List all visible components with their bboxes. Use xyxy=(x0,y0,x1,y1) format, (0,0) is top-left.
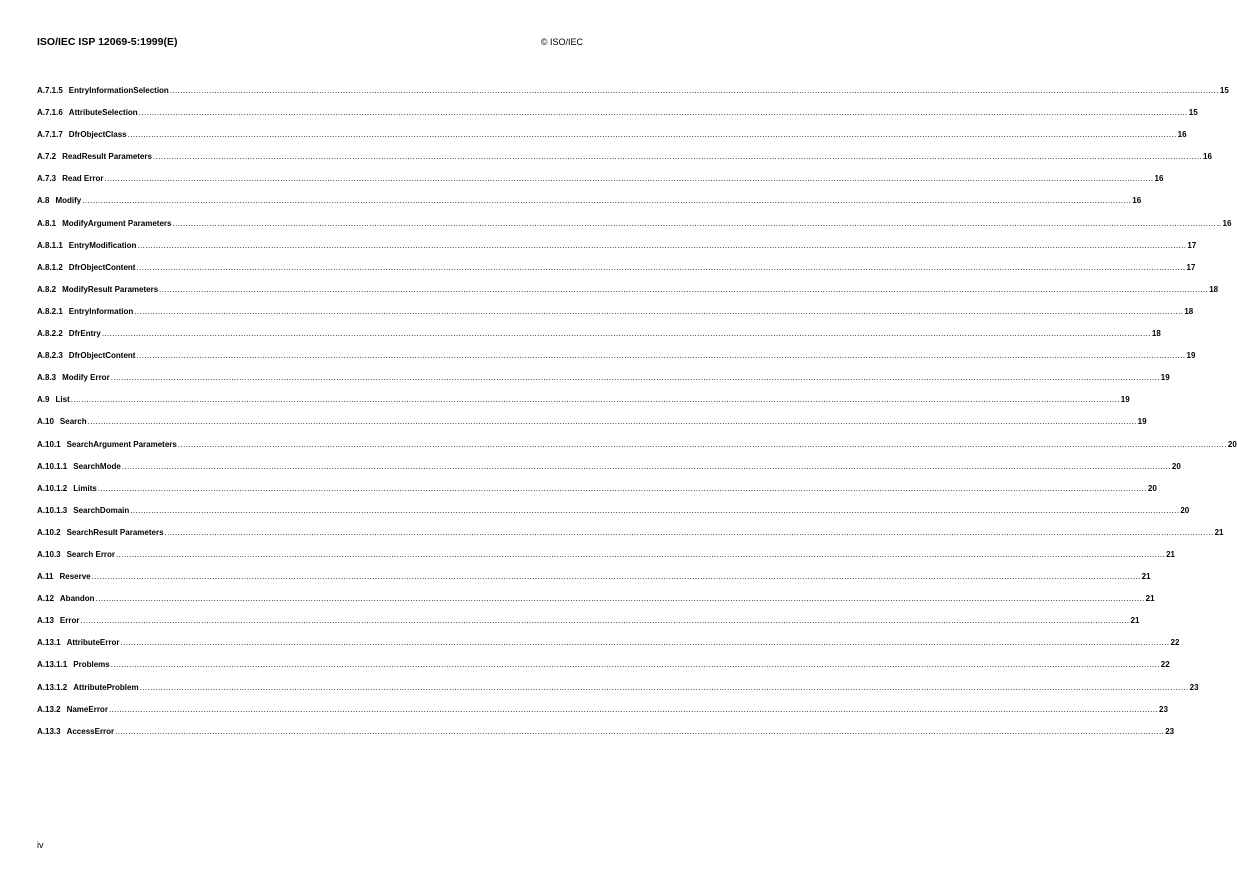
toc-entry[interactable] xyxy=(37,725,1175,747)
toc-page-number: 19 xyxy=(1186,351,1196,361)
document-identifier: ISO/IEC ISP 12069-5:1999(E) xyxy=(37,36,178,48)
toc-section-number: A.8.1.1 xyxy=(37,240,63,250)
toc-section-number: A.10.1.2 xyxy=(37,483,68,493)
toc-entry[interactable] xyxy=(37,261,1196,283)
toc-page-number: 18 xyxy=(1184,306,1194,316)
toc-page-number: 20 xyxy=(1227,439,1237,449)
toc-dot-leader: ................................................................................................................................................................................................................................................................................................................................................................................................................ xyxy=(116,549,1166,559)
toc-entry[interactable] xyxy=(37,128,1187,150)
toc-page-number: 16 xyxy=(1177,130,1187,140)
toc-section-title: Problems xyxy=(73,660,110,670)
toc-dot-leader: ................................................................................................................................................................................................................................................................................................................................................................................................................ xyxy=(87,417,1137,427)
toc-section-number: A.7.1.5 xyxy=(37,86,63,95)
toc-dot-leader: ................................................................................................................................................................................................................................................................................................................................................................................................................ xyxy=(134,306,1184,316)
toc-section-title: Search Error xyxy=(66,549,116,559)
toc-section-number: A.10.1.1 xyxy=(37,461,68,471)
toc-section-title: SearchResult Parameters xyxy=(66,527,164,537)
toc-section-number: A.9 xyxy=(37,395,50,405)
toc-entry[interactable] xyxy=(37,570,1151,592)
toc-section-title: AttributeProblem xyxy=(73,682,139,692)
toc-section-title: ModifyArgument Parameters xyxy=(62,218,172,228)
toc-section-number: A.13 xyxy=(37,616,54,626)
toc-page-number: 18 xyxy=(1209,284,1219,294)
toc-section-number: A.10.2 xyxy=(37,527,61,537)
toc-section-number: A.8.1 xyxy=(37,218,57,228)
toc-section-number: A.12 xyxy=(37,594,54,604)
toc-section-title: SearchMode xyxy=(73,461,121,471)
toc-section-title: NameError xyxy=(66,704,108,714)
toc-section-title: Error xyxy=(59,616,80,626)
toc-page-number: 21 xyxy=(1214,527,1224,537)
toc-section-number: A.8.2.1 xyxy=(37,306,63,316)
toc-section-title: DfrObjectContent xyxy=(68,262,136,272)
toc-section-title: ModifyResult Parameters xyxy=(62,284,159,294)
toc-page-number: 21 xyxy=(1141,572,1151,582)
toc-page-number: 20 xyxy=(1147,483,1157,493)
toc-entry[interactable] xyxy=(37,194,1142,216)
toc-dot-leader: ................................................................................................................................................................................................................................................................................................................................................................................................................ xyxy=(169,86,1219,95)
toc-entry[interactable] xyxy=(37,658,1170,680)
toc-page-number: 21 xyxy=(1166,549,1176,559)
toc-section-number: A.10 xyxy=(37,417,54,427)
toc-section-number: A.13.1.2 xyxy=(37,682,68,692)
toc-page-number: 16 xyxy=(1222,218,1232,228)
footer-page-number: iv xyxy=(37,840,44,850)
toc-section-title: AttributeSelection xyxy=(68,108,138,118)
toc-entry[interactable] xyxy=(37,526,1224,548)
toc-section-title: Abandon xyxy=(59,594,95,604)
toc-dot-leader: ................................................................................................................................................................................................................................................................................................................................................................................................................ xyxy=(137,240,1187,250)
toc-dot-leader: ................................................................................................................................................................................................................................................................................................................................................................................................................ xyxy=(80,616,1130,626)
toc-page-number: 19 xyxy=(1160,373,1170,383)
toc-dot-leader: ................................................................................................................................................................................................................................................................................................................................................................................................................ xyxy=(115,726,1165,736)
toc-dot-leader: ................................................................................................................................................................................................................................................................................................................................................................................................................ xyxy=(104,174,1154,184)
toc-page-number: 16 xyxy=(1132,196,1142,206)
toc-entry[interactable] xyxy=(37,239,1197,261)
toc-section-number: A.7.2 xyxy=(37,152,57,162)
toc-page-number: 18 xyxy=(1151,329,1161,339)
toc-dot-leader: ................................................................................................................................................................................................................................................................................................................................................................................................................ xyxy=(136,351,1186,361)
toc-dot-leader: ................................................................................................................................................................................................................................................................................................................................................................................................................ xyxy=(97,483,1147,493)
toc-dot-leader: ................................................................................................................................................................................................................................................................................................................................................................................................................ xyxy=(130,505,1180,515)
toc-page-number: 19 xyxy=(1137,417,1147,427)
toc-page-number: 21 xyxy=(1145,594,1155,604)
toc-page-number: 17 xyxy=(1186,262,1196,272)
toc-section-title: EntryInformationSelection xyxy=(68,86,169,95)
toc-entry[interactable] xyxy=(37,460,1181,482)
toc-entry[interactable] xyxy=(37,703,1168,725)
toc-section-title: DfrObjectContent xyxy=(68,351,136,361)
toc-entry[interactable] xyxy=(37,217,1232,239)
toc-entry[interactable] xyxy=(37,438,1237,460)
toc-page-number: 20 xyxy=(1171,461,1181,471)
toc-dot-leader: ................................................................................................................................................................................................................................................................................................................................................................................................................ xyxy=(70,395,1120,405)
toc-section-number: A.8.2.3 xyxy=(37,351,63,361)
toc-dot-leader: ................................................................................................................................................................................................................................................................................................................................................................................................................ xyxy=(110,660,1160,670)
toc-entry[interactable] xyxy=(37,482,1157,504)
toc-page-number: 23 xyxy=(1189,682,1199,692)
toc-section-number: A.7.3 xyxy=(37,174,57,184)
toc-section-title: ReadResult Parameters xyxy=(62,152,152,162)
toc-entry[interactable] xyxy=(37,150,1212,172)
toc-entry[interactable] xyxy=(37,504,1190,526)
toc-dot-leader: ................................................................................................................................................................................................................................................................................................................................................................................................................ xyxy=(91,572,1141,582)
toc-dot-leader: ................................................................................................................................................................................................................................................................................................................................................................................................................ xyxy=(127,130,1177,140)
toc-entry[interactable] xyxy=(37,415,1147,437)
toc-entry[interactable] xyxy=(37,106,1198,128)
toc-dot-leader: ................................................................................................................................................................................................................................................................................................................................................................................................................ xyxy=(95,594,1145,604)
toc-entry[interactable] xyxy=(37,614,1140,636)
toc-section-number: A.10.1.3 xyxy=(37,505,68,515)
toc-section-title: Reserve xyxy=(59,572,91,582)
toc-page-number: 16 xyxy=(1154,174,1164,184)
copyright-notice: © ISO/IEC xyxy=(540,37,583,47)
toc-dot-leader: ................................................................................................................................................................................................................................................................................................................................................................................................................ xyxy=(108,704,1158,714)
toc-dot-leader: ................................................................................................................................................................................................................................................................................................................................................................................................................ xyxy=(82,196,1132,206)
toc-section-number: A.8.2.2 xyxy=(37,329,63,339)
toc-section-title: EntryModification xyxy=(68,240,137,250)
toc-section-number: A.10.3 xyxy=(37,549,61,559)
toc-page-number: 22 xyxy=(1170,638,1180,648)
toc-page-number: 23 xyxy=(1165,726,1175,736)
toc-page-number: 19 xyxy=(1120,395,1130,405)
toc-entry[interactable] xyxy=(37,84,1229,106)
toc-section-title: Modify Error xyxy=(62,373,110,383)
toc-dot-leader: ................................................................................................................................................................................................................................................................................................................................................................................................................ xyxy=(159,284,1209,294)
toc-dot-leader: ................................................................................................................................................................................................................................................................................................................................................................................................................ xyxy=(136,262,1186,272)
toc-entry[interactable] xyxy=(37,327,1161,349)
toc-entry[interactable] xyxy=(37,172,1164,194)
toc-entry[interactable] xyxy=(37,349,1196,371)
toc-section-title: DfrObjectClass xyxy=(68,130,127,140)
toc-entry[interactable] xyxy=(37,592,1155,614)
toc-dot-leader: ................................................................................................................................................................................................................................................................................................................................................................................................................ xyxy=(152,152,1203,162)
toc-dot-leader: ................................................................................................................................................................................................................................................................................................................................................................................................................ xyxy=(164,527,1214,537)
toc-entry[interactable] xyxy=(37,636,1180,658)
toc-section-title: SearchArgument Parameters xyxy=(66,439,177,449)
toc-dot-leader: ................................................................................................................................................................................................................................................................................................................................................................................................................ xyxy=(177,439,1227,449)
toc-section-number: A.8 xyxy=(37,196,50,206)
toc-section-number: A.13.1 xyxy=(37,638,61,648)
toc-entry[interactable] xyxy=(37,681,1199,703)
toc-section-number: A.10.1 xyxy=(37,439,61,449)
toc-dot-leader: ................................................................................................................................................................................................................................................................................................................................................................................................................ xyxy=(138,108,1188,118)
toc-page-number: 20 xyxy=(1180,505,1190,515)
toc-section-number: A.13.3 xyxy=(37,726,61,736)
toc-section-number: A.8.3 xyxy=(37,373,57,383)
toc-section-title: DfrEntry xyxy=(68,329,101,339)
toc-section-title: Search xyxy=(59,417,87,427)
toc-section-title: Read Error xyxy=(62,174,104,184)
toc-dot-leader: ................................................................................................................................................................................................................................................................................................................................................................................................................ xyxy=(110,373,1160,383)
toc-dot-leader: ................................................................................................................................................................................................................................................................................................................................................................................................................ xyxy=(121,461,1171,471)
toc-section-title: List xyxy=(55,395,70,405)
toc-section-number: A.11 xyxy=(37,572,54,582)
toc-section-title: EntryInformation xyxy=(68,306,134,316)
toc-page-number: 15 xyxy=(1188,108,1198,118)
toc-page-number: 17 xyxy=(1187,240,1197,250)
toc-section-title: Modify xyxy=(55,196,82,206)
page-header xyxy=(37,36,583,50)
toc-section-number: A.7.1.7 xyxy=(37,130,63,140)
toc-section-title: AccessError xyxy=(66,726,115,736)
toc-section-title: Limits xyxy=(73,483,97,493)
toc-section-number: A.13.1.1 xyxy=(37,660,68,670)
table-of-contents xyxy=(37,84,1237,747)
toc-dot-leader: ................................................................................................................................................................................................................................................................................................................................................................................................................ xyxy=(120,638,1170,648)
toc-page-number: 23 xyxy=(1159,704,1168,714)
toc-section-title: AttributeError xyxy=(66,638,120,648)
toc-dot-leader: ................................................................................................................................................................................................................................................................................................................................................................................................................ xyxy=(139,682,1189,692)
toc-page-number: 16 xyxy=(1203,152,1212,162)
toc-dot-leader: ................................................................................................................................................................................................................................................................................................................................................................................................................ xyxy=(172,218,1222,228)
toc-entry[interactable] xyxy=(37,305,1194,327)
toc-dot-leader: ................................................................................................................................................................................................................................................................................................................................................................................................................ xyxy=(101,329,1151,339)
toc-entry[interactable] xyxy=(37,371,1170,393)
toc-page-number: 15 xyxy=(1219,86,1229,95)
toc-entry[interactable] xyxy=(37,393,1130,415)
toc-page-number: 21 xyxy=(1130,616,1140,626)
page-footer xyxy=(37,840,44,850)
toc-entry[interactable] xyxy=(37,548,1176,570)
toc-section-number: A.8.1.2 xyxy=(37,262,63,272)
toc-section-number: A.7.1.6 xyxy=(37,108,63,118)
toc-section-number: A.13.2 xyxy=(37,704,61,714)
toc-entry[interactable] xyxy=(37,283,1219,305)
toc-section-number: A.8.2 xyxy=(37,284,57,294)
toc-page-number: 22 xyxy=(1160,660,1170,670)
toc-section-title: SearchDomain xyxy=(73,505,130,515)
